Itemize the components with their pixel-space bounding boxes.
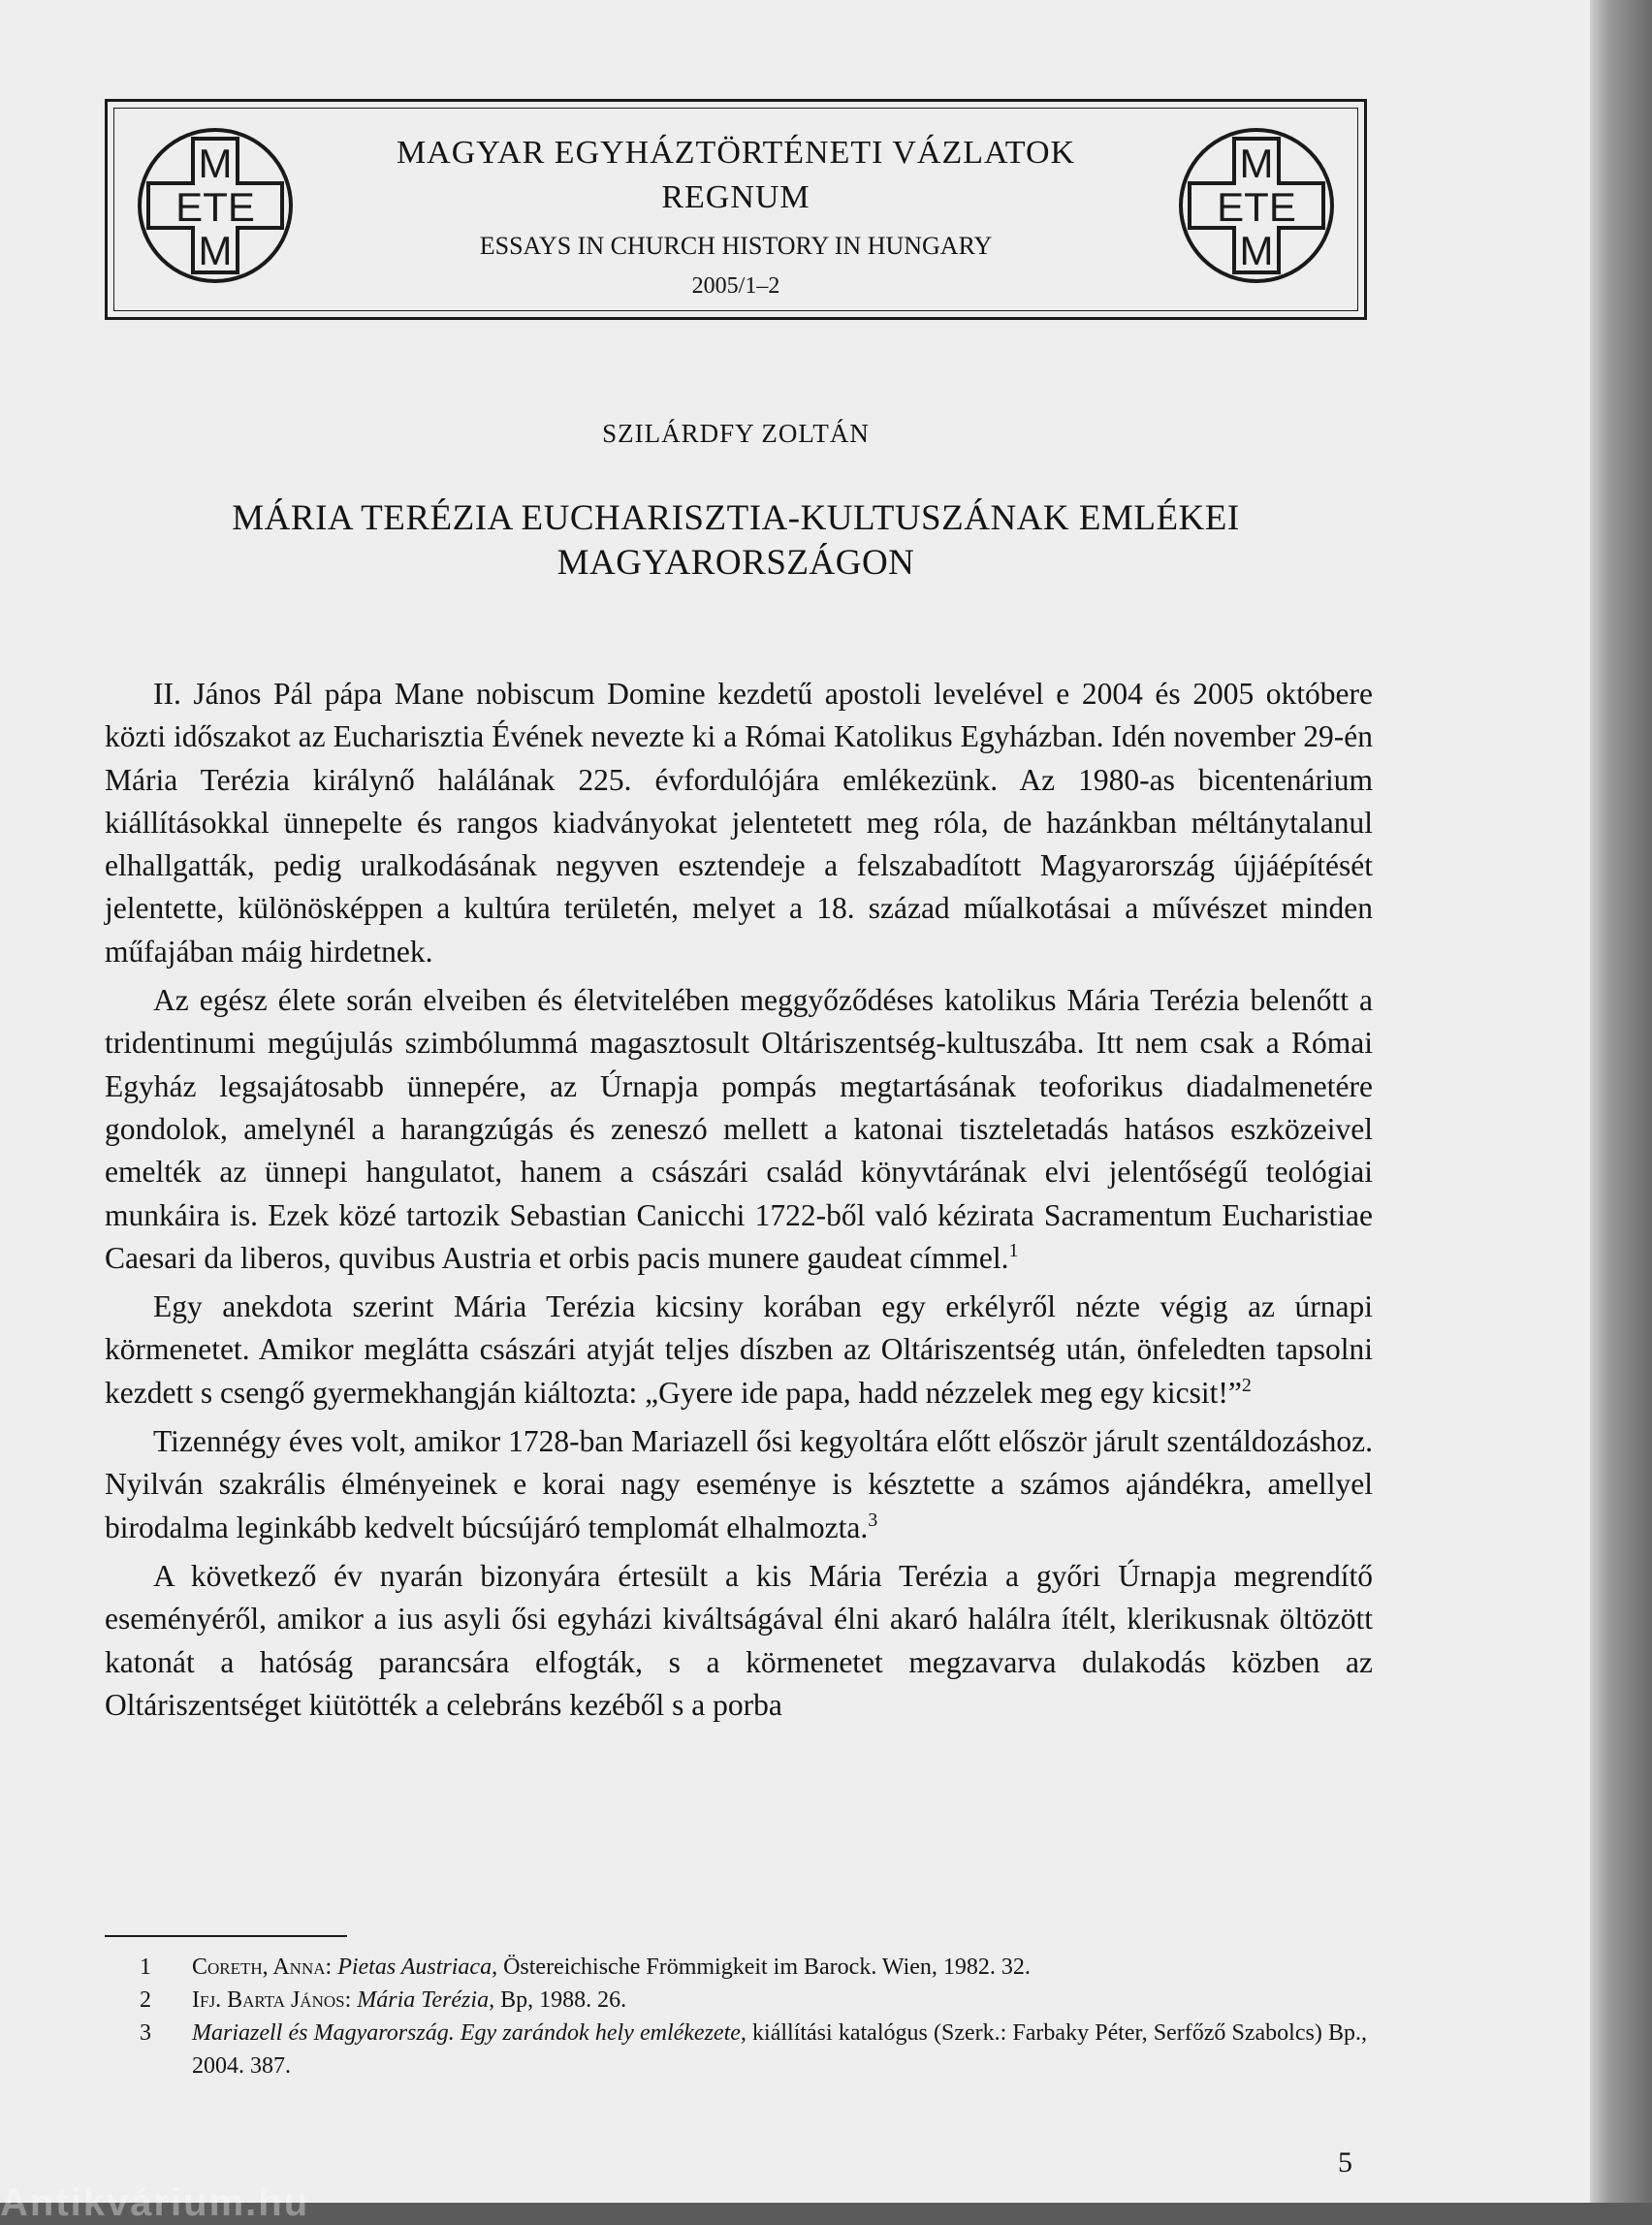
page-edge-shadow	[1590, 0, 1652, 2203]
svg-text:M: M	[1239, 141, 1274, 186]
article-title-line: MÁRIA TERÉZIA EUCHARISZTIA-KULTUSZÁNAK EMLÉKEI	[232, 498, 1240, 538]
journal-title: MAGYAR EGYHÁZTÖRTÉNETI VÁZLATOK	[396, 135, 1076, 171]
journal-subtitle: REGNUM	[661, 179, 810, 215]
metem-logo-right	[1176, 125, 1337, 286]
svg-text:M: M	[198, 228, 233, 273]
footnote-rest: Östereichische Frömmigkeit im Barock. Wien, 1982. 32.	[497, 1955, 1031, 1980]
footnotes	[105, 1951, 1367, 2082]
footnote-author: Ifj. Barta János:	[192, 1987, 352, 2013]
paragraph: Tizennégy éves volt, amikor 1728-ban Mariazell ősi kegyoltára előtt először járult szentáldozáshoz. Nyilván szakrális élményeinek e korai nagy eseménye is késztette a számos ajándékra, amellyel birodalma leginkább kedvelt búcsújáró templomát elhalmozta.$^3$	[105, 1424, 1373, 1544]
paragraph: Egy anekdota szerint Mária Terézia kicsiny korában egy erkélyről nézte végig az úrnapi körmenetet. Amikor meglátta császári atyját teljes díszben az Oltáriszentség után, önfeledten tapsolni kezdett s csengő gyermekhangján kiáltozta: „Gyere ide papa, hadd nézzelek meg egy kicsit!”$^2$	[105, 1289, 1373, 1410]
svg-text:ETE: ETE	[1217, 184, 1296, 230]
footnote-rest: kiállítási katalógus (Szerk.: Farbaky Péter, Serfőző Szabolcs) Bp., 2004. 387.	[192, 2020, 1367, 2079]
footnote-ref: 2	[1241, 1374, 1252, 1396]
footnote-author: Coreth, Anna:	[192, 1955, 333, 1980]
footnote-number: 3	[140, 2020, 151, 2046]
paragraph: A következő év nyarán bizonyára értesült a kis Mária Terézia a győri Úrnapja megrendítő eseményéről, amikor a ius asyli ősi egyházi kiváltságával élni akaró halálra ítélt, klerikusnak öltözött katonát a hatóság parancsára elfogták, s a körmenetet megzavarva dulakodás közben az Oltáriszentséget kiütötték a celebráns kezéből s a porba	[105, 1558, 1373, 1722]
metem-cross-icon	[135, 125, 296, 286]
footnote-rest: Bp, 1988. 26.	[494, 1987, 627, 2013]
footnote-divider	[105, 1935, 347, 1937]
article-title	[105, 496, 1367, 586]
journal-issue: 2005/1–2	[691, 273, 780, 299]
paragraph: II. János Pál pápa Mane nobiscum Domine kezdetű apostoli levelével e 2004 és 2005 októbere közti időszakot az Eucharisztia Évének nevezte ki a Római Katolikus Egyházban. Idén november 29-én Mária Terézia királynő halálának 225. évfordulójára emlékezünk. Az 1980-as bicentenárium kiállításokkal ünnepelte és rangos kiadványokat jelentetett meg róla, de hazánkban méltánytalanul elhallgatták, pedig uralkodásának negyven esztendeje a felszabadított Magyarország újjáépítését jelentette, különösképpen a kultúra területén, melyet a 18. század műalkotásai a művészet minden műfajában máig hirdetnek.	[105, 677, 1373, 969]
footnote-title: Pietas Austriaca,	[337, 1955, 498, 1980]
paragraph: Az egész élete során elveiben és életvitelében meggyőződéses katolikus Mária Terézia belenőtt a tridentinumi megújulás szimbólummá magasztosult Oltáriszentség-kultuszába. Itt nem csak a Római Egyház legsajátosabb ünnepére, az Úrnapja pompás megtartásának teoforikus diadalmenetére gondolok, amelynél a harangzúgás és zeneszó mellett a katonai tiszteletadás hatásos eszközeivel emelték az ünnepi hangulatot, hanem a császári család könyvtárának elvi jelentőségű teológiai munkáira is. Ezek közé tartozik Sebastian Canicchi 1722-ből való kézirata Sacramentum Eucharistiae Caesari da liberos, quvibus Austria et orbis pacis munere gaudeat címmel.$^1$	[105, 983, 1373, 1275]
svg-text:M: M	[1239, 228, 1274, 273]
footnote-number: 2	[140, 1987, 151, 2013]
svg-text:ETE: ETE	[175, 184, 255, 230]
metem-logo-left	[135, 125, 296, 286]
footnote-ref: 3	[868, 1509, 878, 1531]
footnote	[105, 1984, 1367, 2017]
journal-title-block	[311, 131, 1160, 305]
footnote-title: Mária Terézia,	[357, 1987, 495, 2013]
article-title-line: MAGYARORSZÁGON	[556, 543, 915, 583]
footnote-title: Mariazell és Magyarország. Egy zarándok hely emlékezete,	[192, 2020, 747, 2046]
journal-english-title: ESSAYS IN CHURCH HISTORY IN HUNGARY	[479, 232, 993, 260]
footnote	[105, 2017, 1367, 2082]
article-author: SZILÁRDFY ZOLTÁN	[602, 419, 870, 448]
journal-header-box	[105, 99, 1367, 320]
page-number: 5	[1338, 2146, 1352, 2178]
svg-text:M: M	[198, 141, 233, 186]
footnote	[105, 1951, 1367, 1984]
article-body	[105, 673, 1373, 1727]
watermark: Antikvárium.hu	[0, 2181, 310, 2224]
footnote-number: 1	[140, 1955, 151, 1980]
footnote-ref: 1	[1008, 1239, 1019, 1261]
metem-cross-icon	[1176, 125, 1337, 286]
